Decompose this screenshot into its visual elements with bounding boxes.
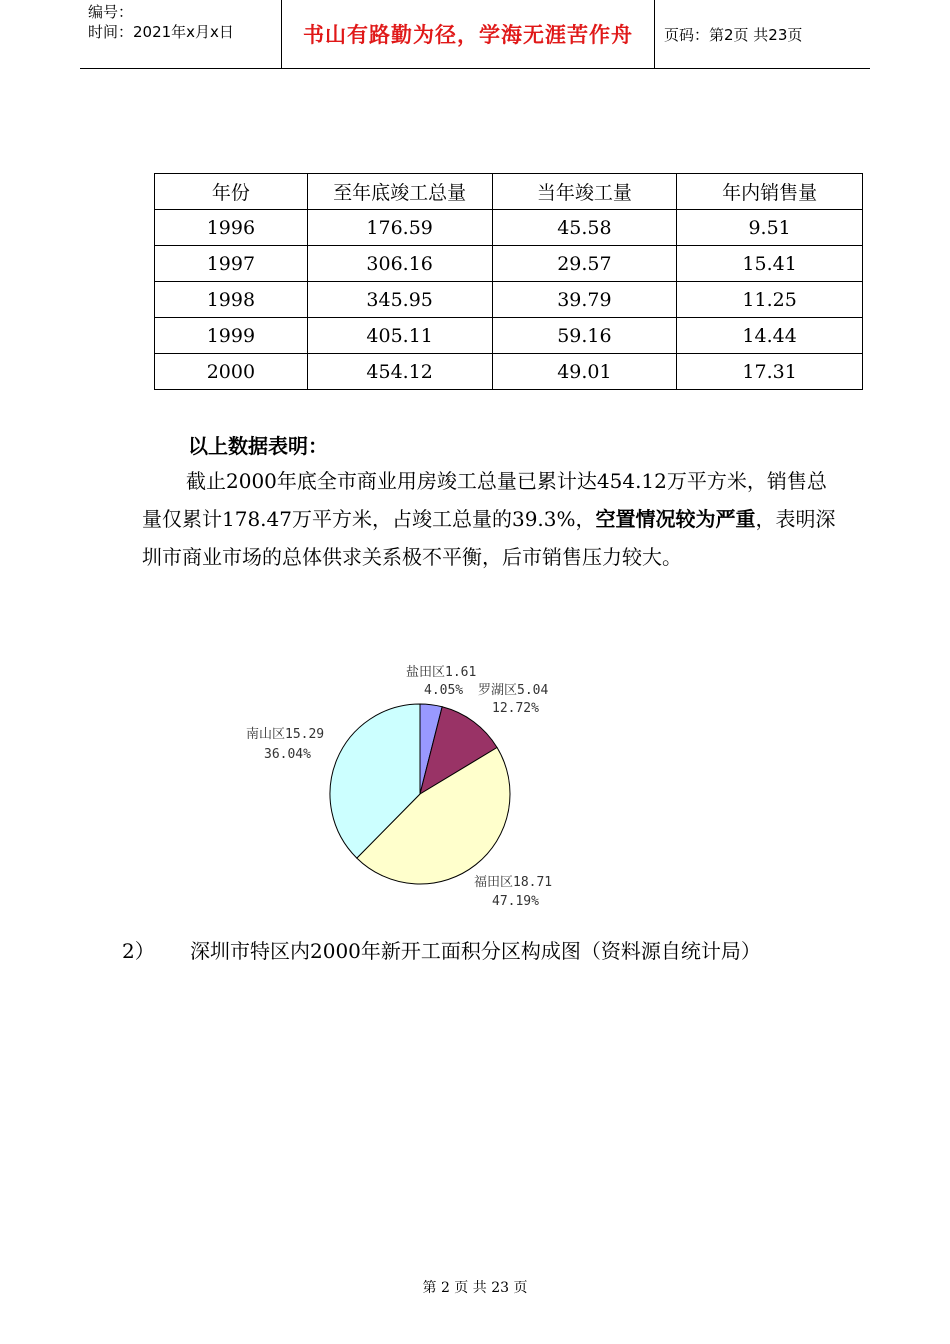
table-header-cell: 当年竣工量	[492, 174, 677, 210]
table-cell: 1999	[155, 318, 308, 354]
table-cell: 45.58	[492, 210, 677, 246]
table-row	[155, 354, 863, 390]
table-cell: 39.79	[492, 282, 677, 318]
table-header-cell: 年内销售量	[677, 174, 863, 210]
header-page-info: 页码：第2页 共23页	[664, 25, 803, 44]
table-cell: 176.59	[307, 210, 492, 246]
table-cell: 1997	[155, 246, 308, 282]
table-cell: 59.16	[492, 318, 677, 354]
table-cell: 49.01	[492, 354, 677, 390]
table-cell: 405.11	[307, 318, 492, 354]
pie-slice-percent: 47.19%	[492, 894, 539, 909]
table-cell: 1998	[155, 282, 308, 318]
table-row	[155, 210, 863, 246]
conclusion-title: 以上数据表明：	[188, 434, 328, 458]
conclusion-paragraph	[142, 462, 842, 576]
pie-slice-label: 罗湖区5.04	[478, 683, 549, 698]
table-row	[155, 246, 863, 282]
pie-slice-label: 南山区15.29	[246, 727, 325, 742]
table-cell: 2000	[155, 354, 308, 390]
header-left	[88, 2, 284, 42]
table-cell: 29.57	[492, 246, 677, 282]
table-cell: 1996	[155, 210, 308, 246]
table-cell: 11.25	[677, 282, 863, 318]
time-label: 时间：2021年x月x日	[88, 23, 234, 41]
district-pie-chart	[230, 650, 590, 920]
header-motto: 书山有路勤为径，学海无涯苦作舟	[303, 23, 633, 47]
pie-slice-percent: 36.04%	[264, 747, 311, 762]
serial-label: 编号：	[88, 3, 134, 21]
table-cell: 17.31	[677, 354, 863, 390]
pie-slice-percent: 4.05%	[424, 683, 464, 698]
conclusion-text-part2: ，表明深圳市商业市场的总体供求关系极不平衡，后市销售压力较大。	[142, 507, 836, 569]
table-cell: 15.41	[677, 246, 863, 282]
table-header-cell: 至年底竣工总量	[307, 174, 492, 210]
caption-number: 2）	[122, 939, 155, 963]
table-row	[155, 282, 863, 318]
pie-slice-label: 福田区18.71	[474, 875, 553, 890]
conclusion-text-bold: 空置情况较为严重	[595, 507, 756, 531]
table-cell: 306.16	[307, 246, 492, 282]
table-cell: 454.12	[307, 354, 492, 390]
page-header	[80, 0, 870, 69]
table-cell: 345.95	[307, 282, 492, 318]
chart-caption	[122, 935, 761, 964]
pie-slice-label: 盐田区1.61	[406, 665, 477, 680]
page-footer: 第 2 页 共 23 页	[422, 1280, 528, 1296]
table-row	[155, 318, 863, 354]
table-header-cell: 年份	[155, 174, 308, 210]
table-cell: 14.44	[677, 318, 863, 354]
conclusion-text-part1: 截止2000年底全市商业用房竣工总量已累计达454.12万平方米，销售总量仅累计178.47万平方米，占竣工总量的39.3%，	[142, 469, 827, 531]
table-header-row	[155, 174, 863, 210]
table-cell: 9.51	[677, 210, 863, 246]
caption-text: 深圳市特区内2000年新开工面积分区构成图（资料源自统计局）	[190, 939, 761, 963]
header-divider	[654, 0, 655, 68]
pie-slice-percent: 12.72%	[492, 701, 539, 716]
data-table	[154, 173, 863, 390]
